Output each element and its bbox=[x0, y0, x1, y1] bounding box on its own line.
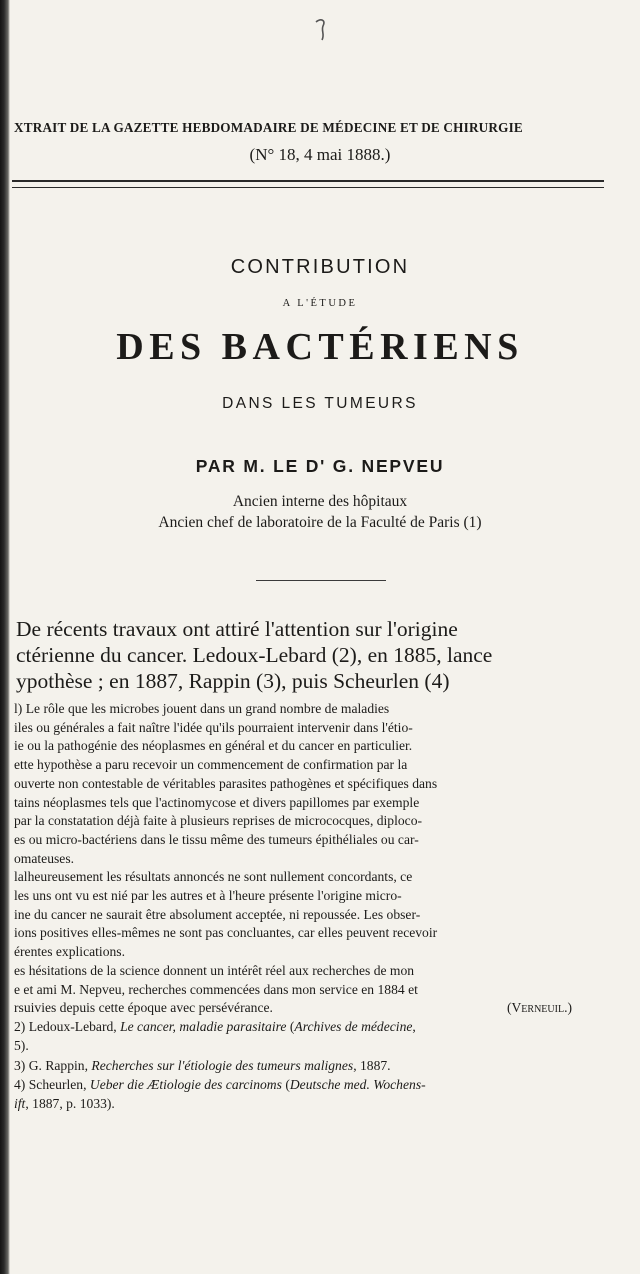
footnote-line: omateuses. bbox=[14, 850, 75, 866]
ink-mark bbox=[312, 14, 332, 46]
ref-text: 2) Ledoux-Lebard, bbox=[14, 1018, 121, 1034]
issue-date: (N° 18, 4 mai 1888.) bbox=[249, 145, 391, 164]
footnote-line: es hésitations de la science donnent un intérêt réel aux recherches de mon bbox=[14, 962, 415, 978]
footnote-line: érentes explications. bbox=[14, 944, 125, 960]
title-a-letude: A L'ÉTUDE bbox=[282, 298, 358, 309]
reference-2 bbox=[14, 1018, 634, 1037]
footnote-text: rsuivies depuis cette époque avec persévérance. bbox=[14, 1000, 273, 1016]
section-rule bbox=[256, 580, 386, 581]
source-header: XTRAIT DE LA GAZETTE HEBDOMADAIRE DE MÉDECINE ET DE CHIRURGIE bbox=[14, 120, 523, 135]
ref-text: , bbox=[412, 1018, 416, 1034]
author-title-1: Ancien interne des hôpitaux bbox=[232, 493, 408, 510]
footnote-line: l) Le rôle que les microbes jouent dans un grand nombre de maladies bbox=[14, 701, 390, 716]
body-line: ctérienne du cancer. Ledoux-Lebard (2), en 1885, lance bbox=[16, 643, 493, 667]
reference-4 bbox=[14, 1076, 634, 1095]
footnote-line: ine du cancer ne saurait être absolument acceptée, ni repoussée. Les obser- bbox=[14, 906, 421, 922]
footnote-line: es ou micro-bactériens dans le tissu même des tumeurs épithéliales ou car- bbox=[14, 831, 419, 847]
footnote-line: e et ami M. Nepveu, recherches commencées dans mon service en 1884 et bbox=[14, 981, 418, 997]
ref-journal: ift bbox=[14, 1095, 26, 1111]
author-title-2: Ancien chef de laboratoire de la Faculté de Paris (1) bbox=[158, 514, 482, 531]
title-contribution: CONTRIBUTION bbox=[230, 256, 410, 278]
title-main: DES BACTÉRIENS bbox=[116, 326, 524, 368]
reference-3 bbox=[14, 1057, 634, 1076]
intro-paragraph bbox=[16, 616, 632, 694]
footnote-signature: (Verneuil.) bbox=[506, 1000, 572, 1016]
ref-text: 4) Scheurlen, bbox=[14, 1077, 90, 1093]
footnote-line: tains néoplasmes tels que l'actinomycose et divers papillomes par exemple bbox=[14, 794, 420, 810]
body-line: De récents travaux ont attiré l'attention sur l'origine bbox=[16, 617, 458, 641]
footnote-line: ette hypothèse a paru recevoir un commencement de confirmation par la bbox=[14, 757, 408, 773]
ref-journal: Archives de médecine bbox=[294, 1018, 413, 1034]
ref-title: Le cancer, maladie parasitaire bbox=[120, 1018, 287, 1034]
ref-title: Recherches sur l'étiologie des tumeurs malignes bbox=[91, 1058, 354, 1074]
body-line: ypothèse ; en 1887, Rappin (3), puis Scheurlen (4) bbox=[16, 669, 450, 693]
binding-edge bbox=[0, 0, 10, 1274]
ref-text: ( bbox=[286, 1018, 295, 1034]
ref-text: ( bbox=[281, 1077, 290, 1093]
title-subtitle: DANS LES TUMEURS bbox=[222, 395, 418, 412]
author-name: PAR M. LE D' G. NEPVEU bbox=[195, 456, 445, 476]
footnote-line bbox=[14, 999, 634, 1018]
reference-2-cont: 5). bbox=[14, 1037, 29, 1053]
footnote-line: lalheureusement les résultats annoncés ne sont nullement concordants, ce bbox=[14, 869, 413, 885]
ref-journal: Deutsche med. Wochens- bbox=[289, 1077, 426, 1093]
ref-title: Ueber die Ætiologie des carcinoms bbox=[89, 1077, 282, 1093]
footnote-line: ie ou la pathogénie des néoplasmes en général et du cancer en particulier. bbox=[14, 738, 413, 754]
footnote-line: ouverte non contestable de véritables parasites pathogènes et spécifiques dans bbox=[14, 775, 438, 791]
ref-text: , 1887. bbox=[353, 1058, 391, 1074]
footnote-line: iles ou générales a fait naître l'idée qu'ils pourraient intervenir dans l'étio- bbox=[14, 719, 413, 735]
footnotes bbox=[14, 700, 634, 1113]
reference-4-cont bbox=[14, 1095, 634, 1114]
header-rule bbox=[12, 180, 604, 188]
footnote-line: ions positives elles-mêmes ne sont pas concluantes, car elles peuvent recevoir bbox=[14, 925, 438, 941]
footnote-line: les uns ont vu est nié par les autres et à l'heure présente l'origine micro- bbox=[14, 888, 402, 904]
footnote-line: par la constatation déjà faite à plusieurs reprises de micrococques, diploco- bbox=[14, 813, 423, 829]
ref-text: , 1887, p. 1033). bbox=[25, 1095, 115, 1111]
ref-text: 3) G. Rappin, bbox=[14, 1058, 92, 1074]
